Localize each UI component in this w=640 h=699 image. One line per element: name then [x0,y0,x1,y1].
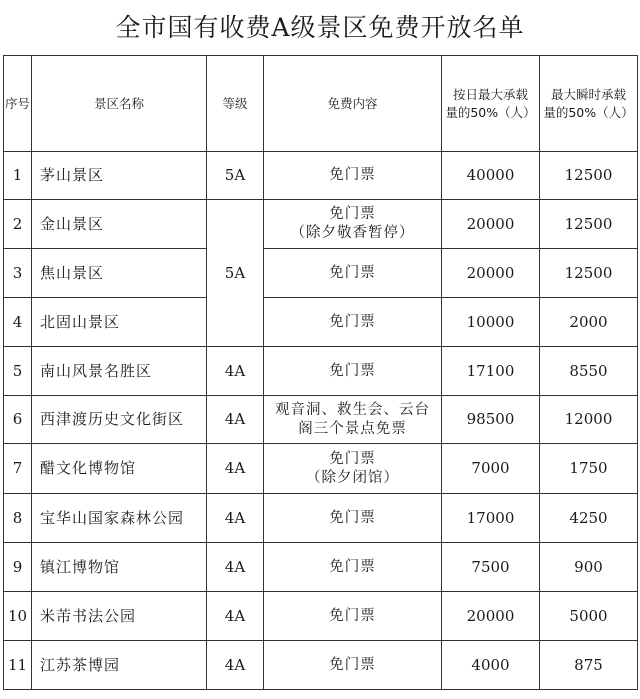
row-index: 11 [4,641,32,690]
scenic-area-table [3,55,638,690]
row-content: 免门票 [264,298,442,347]
row-daily: 40000 [442,152,540,200]
row-content-line1: 免门票 [329,450,376,467]
row-content [264,444,442,494]
row-name: 宝华山国家森林公园 [32,494,207,543]
row-instant: 8550 [540,347,638,396]
table-row [4,641,638,690]
row-grade: 4A [207,543,264,592]
table-row [4,200,638,249]
row-instant: 12500 [540,200,638,249]
row-name: 镇江博物馆 [32,543,207,592]
row-grade: 4A [207,347,264,396]
table-row [4,592,638,641]
row-grade: 4A [207,494,264,543]
row-index: 5 [4,347,32,396]
table-row [4,494,638,543]
row-name: 焦山景区 [32,249,207,298]
header-row [4,56,638,152]
row-content-line2: 阁三个景点免票 [298,420,407,437]
row-content: 免门票 [264,592,442,641]
row-daily: 4000 [442,641,540,690]
row-name: 米芾书法公园 [32,592,207,641]
header-daily-line1: 按日最大承载 [452,86,528,102]
row-daily: 17000 [442,494,540,543]
row-index: 4 [4,298,32,347]
row-instant: 4250 [540,494,638,543]
header-instant-capacity [540,56,638,152]
row-daily: 10000 [442,298,540,347]
row-content: 免门票 [264,347,442,396]
table-row [4,444,638,494]
header-index: 序号 [4,56,32,152]
row-grade: 4A [207,444,264,494]
row-daily: 7500 [442,543,540,592]
row-content [264,200,442,249]
row-instant: 900 [540,543,638,592]
row-content [264,396,442,444]
row-name: 金山景区 [32,200,207,249]
row-instant: 5000 [540,592,638,641]
row-index: 7 [4,444,32,494]
row-daily: 98500 [442,396,540,444]
row-instant: 2000 [540,298,638,347]
row-index: 8 [4,494,32,543]
table-row [4,347,638,396]
row-grade: 4A [207,641,264,690]
row-instant: 12500 [540,249,638,298]
row-content: 免门票 [264,494,442,543]
header-daily-line2: 量的50%（人） [445,104,536,120]
row-index: 10 [4,592,32,641]
page-title: 全市国有收费A级景区免费开放名单 [115,13,525,42]
row-daily: 20000 [442,592,540,641]
row-content: 免门票 [264,152,442,200]
row-daily: 20000 [442,249,540,298]
row-index: 1 [4,152,32,200]
row-grade: 4A [207,592,264,641]
header-instant-line2: 量的50%（人） [543,104,634,120]
row-instant: 12000 [540,396,638,444]
row-content: 免门票 [264,543,442,592]
row-content-line1: 观音洞、救生会、云台 [275,401,430,418]
header-content: 免费内容 [264,56,442,152]
header-grade: 等级 [207,56,264,152]
table-row [4,298,638,347]
row-content-line2: （除夕敬香暂停） [290,225,415,241]
row-name: 南山风景名胜区 [32,347,207,396]
header-instant-line1: 最大瞬时承载 [550,86,626,102]
row-grade: 5A [207,152,264,200]
row-name: 茅山景区 [32,152,207,200]
row-instant: 1750 [540,444,638,494]
row-content: 免门票 [264,249,442,298]
row-content-line2: （除夕闭馆） [306,469,399,486]
row-content: 免门票 [264,641,442,690]
row-name: 北固山景区 [32,298,207,347]
row-instant: 875 [540,641,638,690]
row-grade: 4A [207,396,264,444]
row-grade-merged: 5A [207,200,264,347]
header-daily-capacity [442,56,540,152]
header-name: 景区名称 [32,56,207,152]
row-index: 3 [4,249,32,298]
row-daily: 20000 [442,200,540,249]
row-name: 江苏茶博园 [32,641,207,690]
row-index: 2 [4,200,32,249]
row-daily: 17100 [442,347,540,396]
row-index: 9 [4,543,32,592]
row-name: 醋文化博物馆 [32,444,207,494]
table-row [4,396,638,444]
row-index: 6 [4,396,32,444]
row-name: 西津渡历史文化街区 [32,396,207,444]
row-daily: 7000 [442,444,540,494]
table-row [4,152,638,200]
table-row [4,543,638,592]
row-content-line1: 免门票 [329,206,376,222]
row-instant: 12500 [540,152,638,200]
table-row [4,249,638,298]
